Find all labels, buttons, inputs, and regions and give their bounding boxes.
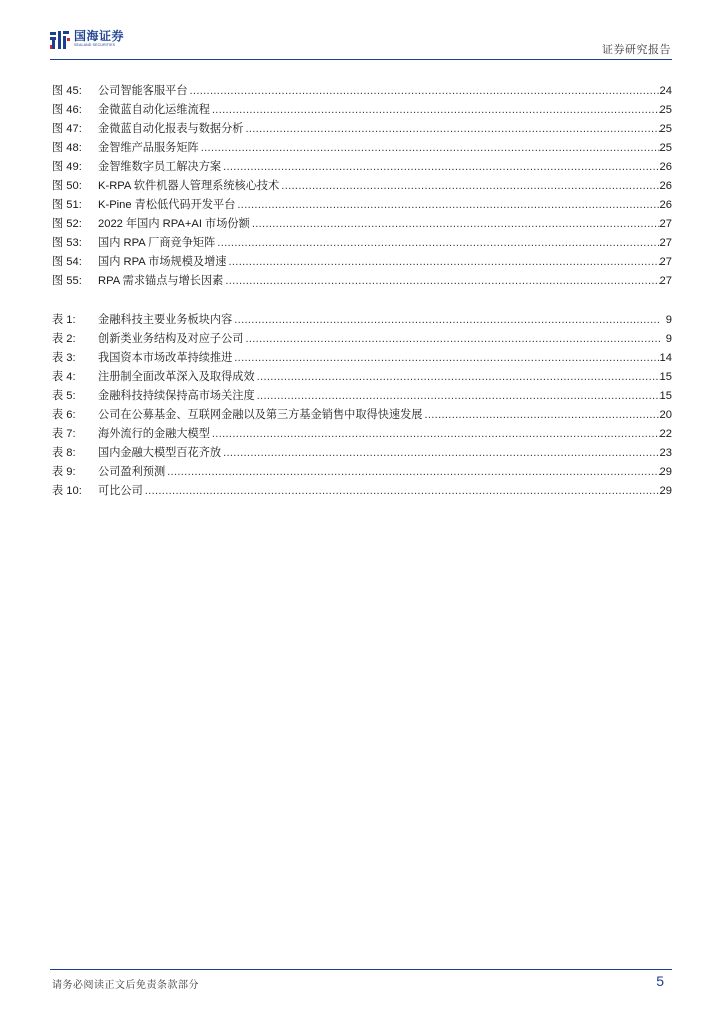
toc-figure-number: 图 45: bbox=[52, 85, 82, 97]
toc-row[interactable] bbox=[52, 444, 672, 463]
toc-page-number: 27 bbox=[659, 237, 672, 249]
toc-table-title: 注册制全面改革深入及取得成效 bbox=[98, 371, 255, 383]
toc-leader-dots bbox=[245, 123, 659, 135]
logo-english-name: SEALAND SECURITIES bbox=[74, 43, 116, 47]
toc-page-number: 27 bbox=[659, 275, 672, 287]
toc-row[interactable] bbox=[52, 253, 672, 272]
toc-table-number: 表 10: bbox=[52, 485, 82, 497]
toc-row[interactable] bbox=[52, 101, 672, 120]
toc-table-title: 我国资本市场改革持续推进 bbox=[98, 352, 233, 364]
toc-page-number: 25 bbox=[659, 104, 672, 116]
toc-row[interactable] bbox=[52, 368, 672, 387]
sealand-logo-icon bbox=[50, 30, 70, 50]
disclaimer-note: 请务必阅读正文后免责条款部分 bbox=[52, 980, 199, 991]
toc-leader-dots bbox=[223, 447, 659, 459]
toc-leader-dots bbox=[167, 466, 659, 478]
logo-chinese-name: 国海证券 bbox=[74, 29, 125, 43]
toc-row[interactable] bbox=[52, 215, 672, 234]
toc-leader-dots bbox=[225, 275, 659, 287]
toc-row[interactable] bbox=[52, 406, 672, 425]
toc-figure-title: 金微蓝自动化报表与数据分析 bbox=[98, 123, 244, 135]
toc-page-number: 29 bbox=[659, 485, 672, 497]
toc-leader-dots bbox=[237, 199, 659, 211]
toc-page-number: 26 bbox=[659, 161, 672, 173]
toc-leader-dots bbox=[145, 485, 660, 497]
toc-row[interactable] bbox=[52, 120, 672, 139]
toc-row[interactable] bbox=[52, 311, 672, 330]
toc-table-title: 公司盈利预测 bbox=[98, 466, 166, 478]
toc-leader-dots bbox=[257, 390, 660, 402]
toc-figure-title: 国内 RPA 厂商竞争矩阵 bbox=[98, 237, 216, 249]
footer-divider bbox=[50, 969, 672, 970]
toc-table-title: 创新类业务结构及对应子公司 bbox=[98, 333, 244, 345]
toc-table-title: 可比公司 bbox=[98, 485, 143, 497]
toc-leader-dots bbox=[217, 237, 659, 249]
toc-leader-dots bbox=[212, 428, 660, 440]
toc-figure-title: K-RPA 软件机器人管理系统核心技术 bbox=[98, 180, 280, 192]
toc-figure-title: 金智维数字员工解决方案 bbox=[98, 161, 222, 173]
report-type-label: 证券研究报告 bbox=[602, 44, 671, 56]
page-header bbox=[0, 0, 724, 62]
table-list bbox=[52, 311, 672, 501]
toc-table-title: 海外流行的金融大模型 bbox=[98, 428, 210, 440]
toc-table-title: 国内金融大模型百花齐放 bbox=[98, 447, 222, 459]
toc-table-number: 表 1: bbox=[52, 314, 76, 326]
toc-page-number: 23 bbox=[659, 447, 672, 459]
toc-leader-dots bbox=[190, 85, 660, 97]
page-number: 5 bbox=[656, 973, 664, 989]
toc-table-number: 表 5: bbox=[52, 390, 76, 402]
toc-figure-number: 图 46: bbox=[52, 104, 82, 116]
toc-page-number: 27 bbox=[659, 218, 672, 230]
toc-leader-dots bbox=[252, 218, 660, 230]
figure-list bbox=[52, 82, 672, 291]
toc-figure-number: 图 53: bbox=[52, 237, 82, 249]
toc-figure-number: 图 54: bbox=[52, 256, 82, 268]
toc-row[interactable] bbox=[52, 272, 672, 291]
toc-page-number: 15 bbox=[659, 371, 672, 383]
toc-row[interactable] bbox=[52, 482, 672, 501]
toc-leader-dots bbox=[212, 104, 660, 116]
toc-figure-title: 2022 年国内 RPA+AI 市场份额 bbox=[98, 218, 250, 230]
toc-figure-title: 国内 RPA 市场规模及增速 bbox=[98, 256, 227, 268]
toc-leader-dots bbox=[201, 142, 660, 154]
toc-row[interactable] bbox=[52, 387, 672, 406]
toc-table-number: 表 6: bbox=[52, 409, 76, 421]
toc-table-number: 表 4: bbox=[52, 371, 76, 383]
toc-figure-title: RPA 需求锚点与增长因素 bbox=[98, 275, 224, 287]
toc-figure-number: 图 47: bbox=[52, 123, 82, 135]
toc-row[interactable] bbox=[52, 139, 672, 158]
toc-row[interactable] bbox=[52, 177, 672, 196]
toc-leader-dots bbox=[234, 352, 659, 364]
toc-row[interactable] bbox=[52, 158, 672, 177]
toc-row[interactable] bbox=[52, 349, 672, 368]
toc-figure-number: 图 52: bbox=[52, 218, 82, 230]
toc-figure-number: 图 51: bbox=[52, 199, 82, 211]
toc-row[interactable] bbox=[52, 425, 672, 444]
toc-row[interactable] bbox=[52, 330, 672, 349]
toc-table-number: 表 9: bbox=[52, 466, 76, 478]
toc-row[interactable] bbox=[52, 196, 672, 215]
toc-page-number: 27 bbox=[659, 256, 672, 268]
toc-leader-dots bbox=[234, 314, 660, 326]
toc-leader-dots bbox=[281, 180, 659, 192]
toc-page-number: 15 bbox=[659, 390, 672, 402]
toc-leader-dots bbox=[223, 161, 659, 173]
toc-table-number: 表 7: bbox=[52, 428, 76, 440]
toc-page-number: 14 bbox=[659, 352, 672, 364]
toc-table-title: 金融科技主要业务板块内容 bbox=[98, 314, 233, 326]
toc-leader-dots bbox=[245, 333, 660, 345]
toc-row[interactable] bbox=[52, 234, 672, 253]
toc-page-number: 25 bbox=[659, 123, 672, 135]
toc-leader-dots bbox=[424, 409, 659, 421]
toc-leader-dots bbox=[257, 371, 660, 383]
toc-figure-title: K-Pine 青松低代码开发平台 bbox=[98, 199, 236, 211]
toc-page-number: 9 bbox=[665, 314, 672, 326]
toc-table-title: 公司在公募基金、互联网金融以及第三方基金销售中取得快速发展 bbox=[98, 409, 423, 421]
toc-page-number: 9 bbox=[665, 333, 672, 345]
toc-figure-title: 金智维产品服务矩阵 bbox=[98, 142, 199, 154]
toc-figure-number: 图 50: bbox=[52, 180, 82, 192]
toc-page-number: 26 bbox=[659, 199, 672, 211]
toc-figure-number: 图 48: bbox=[52, 142, 82, 154]
header-divider bbox=[50, 59, 672, 60]
toc-leader-dots bbox=[228, 256, 659, 268]
toc-page-number: 25 bbox=[659, 142, 672, 154]
toc-page-number: 22 bbox=[659, 428, 672, 440]
toc-page-number: 24 bbox=[659, 85, 672, 97]
toc-page-number: 20 bbox=[659, 409, 672, 421]
sealand-logo bbox=[50, 30, 124, 50]
toc-page-number: 26 bbox=[659, 180, 672, 192]
toc-table-number: 表 8: bbox=[52, 447, 76, 459]
toc-figure-number: 图 49: bbox=[52, 161, 82, 173]
toc-row[interactable] bbox=[52, 463, 672, 482]
toc-figure-title: 金微蓝自动化运维流程 bbox=[98, 104, 210, 116]
toc-figure-title: 公司智能客服平台 bbox=[98, 85, 188, 97]
toc-row[interactable] bbox=[52, 82, 672, 101]
toc-table-title: 金融科技持续保持高市场关注度 bbox=[98, 390, 255, 402]
toc-table-number: 表 3: bbox=[52, 352, 76, 364]
toc-table-number: 表 2: bbox=[52, 333, 76, 345]
toc-page-number: 29 bbox=[659, 466, 672, 478]
toc-figure-number: 图 55: bbox=[52, 275, 82, 287]
